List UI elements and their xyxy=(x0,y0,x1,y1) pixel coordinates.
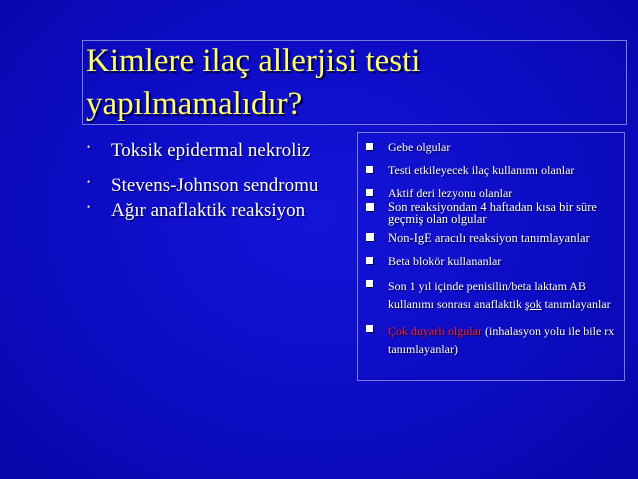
highlighted-phrase: Çok duyarlı olgular xyxy=(388,324,482,338)
list-item-label: Aktif deri lezyonu olanlar xyxy=(388,186,513,200)
small-dot-icon: • xyxy=(87,142,91,152)
list-item-label: Ağır anaflaktik reaksiyon xyxy=(111,200,306,221)
list-item-label: Son reaksiyondan 4 haftadan kısa bir süre geçmiş olan olgular xyxy=(388,200,597,226)
list-item xyxy=(362,140,624,154)
list-item-label: Çok duyarlı olgular (inhalasyon yolu ile bile rx tanımlayanlar) xyxy=(388,324,615,356)
square-bullet-icon xyxy=(366,233,374,241)
list-item-label: Testi etkileyecek ilaç kullanımı olanlar xyxy=(388,163,575,177)
list-item xyxy=(84,175,354,196)
list-item xyxy=(362,277,624,313)
square-bullet-icon xyxy=(366,166,373,173)
list-item xyxy=(362,201,624,225)
list-item xyxy=(362,163,624,177)
list-item xyxy=(362,322,624,358)
slide-title: Kimlere ilaç allerjisi testi yapılmamalıdır? xyxy=(86,43,421,122)
list-item xyxy=(84,200,354,221)
list-item xyxy=(362,231,624,245)
square-bullet-icon xyxy=(366,257,373,264)
list-item-label: Stevens-Johnson sendromu xyxy=(111,175,319,196)
square-bullet-icon xyxy=(366,143,373,150)
small-dot-icon: • xyxy=(87,202,91,212)
square-bullet-icon xyxy=(366,280,373,287)
list-item-label: Toksik epidermal nekroliz xyxy=(111,140,311,161)
list-item xyxy=(84,140,354,161)
square-bullet-icon xyxy=(366,189,373,196)
underlined-word: şok xyxy=(524,297,542,311)
small-dot-icon: • xyxy=(87,177,91,187)
square-bullet-icon xyxy=(366,203,374,211)
list-item-label: Gebe olgular xyxy=(388,140,451,154)
list-item-label: Non-IgE aracılı reaksiyon tanımlayanlar xyxy=(388,231,590,245)
list-item-label: Son 1 yıl içinde penisilin/beta laktam AB kullanımı sonrası anaflaktik şok tanımlayanlar xyxy=(388,279,611,311)
list-item xyxy=(362,186,624,200)
square-bullet-icon xyxy=(366,325,373,332)
test-exclusion-list xyxy=(362,140,624,358)
list-item-label: Beta blokör kullananlar xyxy=(388,254,502,268)
contraindication-list xyxy=(84,140,354,235)
list-item xyxy=(362,254,624,268)
